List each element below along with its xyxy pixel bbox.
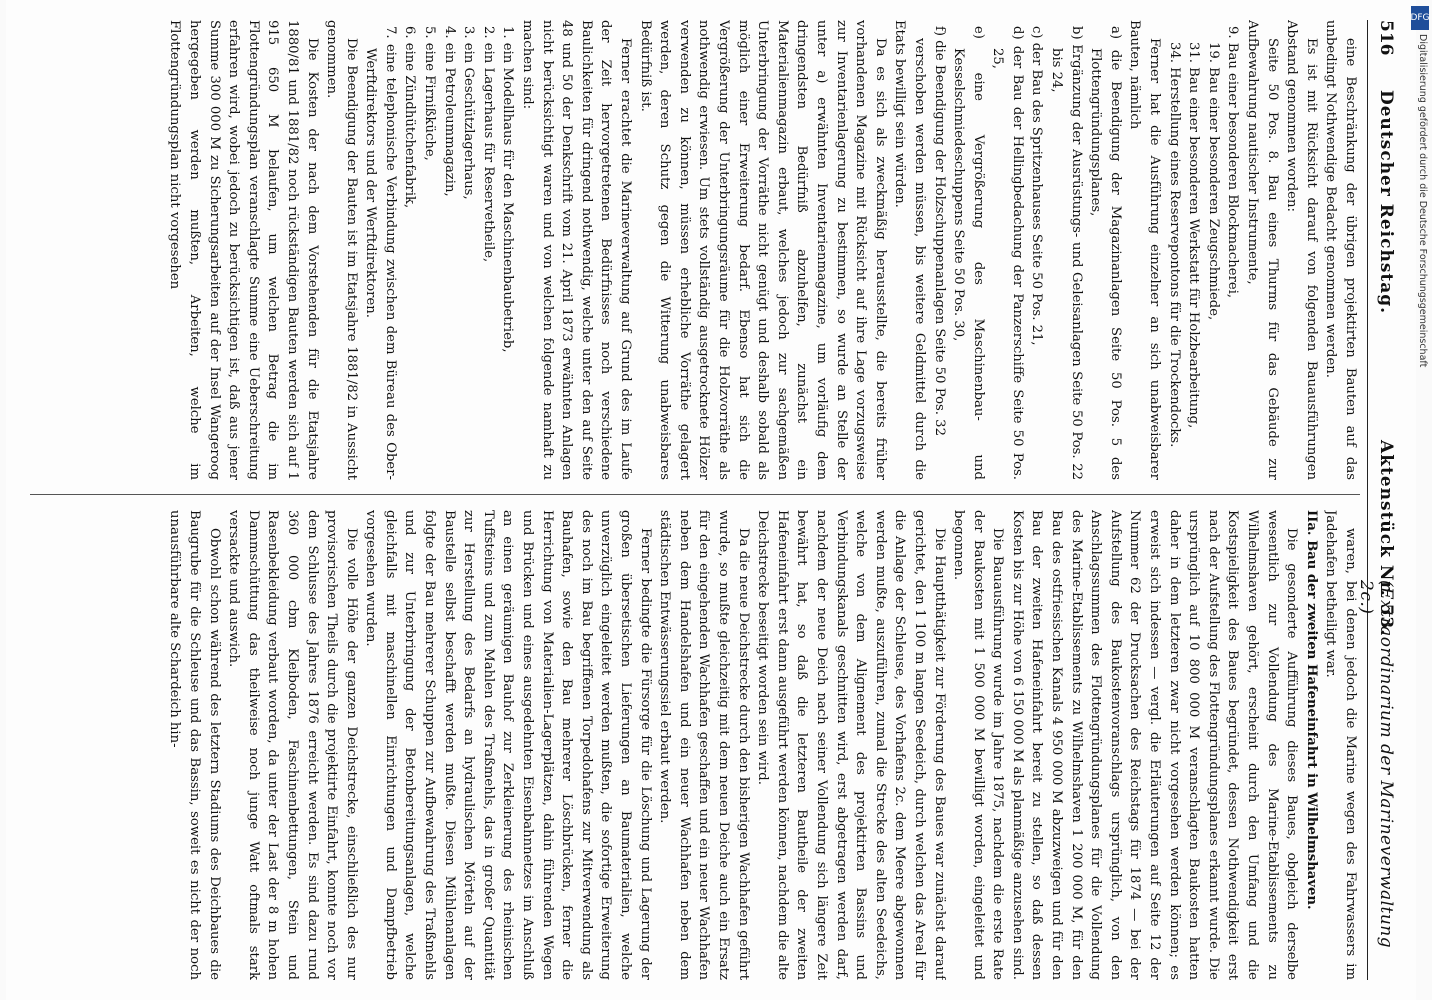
left-paragraph: Da es sich als zweckmäßig herausstellte, die bereits früher vorhandenen Magazine mit Rücksicht auf ihre Lage vorzugsweise zur Inventarienlagerung zu bestimmen, so wurde an Stelle der unter a) erwähnten Inventarienmagazine, um vorläufig dem dringendsten Bedürfniß abzuhelfen, zunächst ein Materialienmagazin erbaut, welches jedoch zur sachgemäßen Unterbringung der Vorräthe nicht genügt und deshalb sobald als möglich einer Erweiterung bedarf. Ebenso hat sich die Vergrößerung der Unterbringungsräume für die Holzvorräthe als nothwendig erwiesen. Um stets vollständig ausgetrocknete Hölzer verwenden zu können, müssen erhebliche Vorräthe gelagert werden, deren Schutz gegen die Witterung unabweisbares Bedürfniß ist.	[637, 20, 888, 480]
left-paragraph: Ferner erachtet die Marineverwaltung auf Grund des im Laufe der Zeit hervorgetretenen Bedürfnisses noch verschiedene Baulichkeiten für dringend nothwendig, welche unter den auf Seite 48 und 50 der Denkschrift vom 21. April 1873 erwähnten Anlagen nicht berücksichtigt waren und von welchen folgende namhaft zu machen sind:	[520, 20, 634, 480]
left-paragraph: 7. eine telephonische Verbindung zwischen dem Büreau des Ober-Werftdirektors und der Werftdirektoren.	[363, 26, 398, 480]
left-paragraph: 2. ein Lagerhaus für Reservetheile,	[480, 26, 496, 263]
page-number: 516	[1376, 20, 1396, 56]
right-paragraph: Die gesonderte Aufführung dieses Baues, obgleich derselbe wesentlich zur Vollendung des Marine-Etablissements zu Wilhelmshaven gehört, erscheint durch den Umfang und die Kostspieligkeit des Baues begründet, dessen Nothwendigkeit erst nach der Aufstellung des Flottengründungsplanes erkannt wurde. Die ursprünglich auf 10 800 000 M veranschlagten Baukosten hatten daher in dem letzteren zwar nicht vorgesehen werden können; es erweist sich indessen — vergl. die Erläuterungen auf Seite 12 der Nummer 62 der Drucksachen des Reichstags für 1874 — bei der Aufstellung des Baukostenvoranschlags ursprünglich, von den Anschlagssummen des Flottengründungsplanes für die Vollendung des Marine-Etablissements zu Wilhelmshaven 1 200 000 M, für den Bau des ostfriesischen Kanals 4 950 000 M abzuzweigen und für den Bau der zweiten Hafeneinfahrt bereit zu stellen, so daß dessen Kosten bis zur Höhe von 6 150 000 M als planmäßige anzusehen sind.	[1009, 510, 1300, 980]
left-paragraph: Die Kosten der nach dem Vorstehenden für die Etatsjahre 1880/81 und 1881/82 noch rückständigen Bauten werden sich auf 1 915 650 M belaufen, um welchen Betrag die im Flottengründungsplan veranschlagte Summe eine Ueberschreitung erfahren wird, wobei jedoch zu berücksichtigen ist, daß aus jener Summe 300 000 M zu Sicherungsarbeiten auf der Insel Wangeroog hergegeben werden mußten, Arbeiten, welche im Flottengründungsplan nicht vorgesehen	[167, 20, 320, 480]
left-paragraph: e) eine Vergrößerung des Maschinenbau- und Kesselschmiedeschuppens Seite 50 Pos. 30,	[951, 26, 986, 480]
dfg-credit-text: Digitalisierung gefördert durch die Deutsche Forschungsgemeinschaft	[1417, 34, 1428, 368]
dfg-stamp	[1410, 6, 1430, 726]
right-paragraph: IIa. Bau der zweiten Hafeneinfahrt in Wilhelmshaven.	[1303, 510, 1319, 910]
left-paragraph: 31. Bau einer besonderen Werkstatt für Holzbearbeitung,	[1186, 42, 1202, 429]
right-paragraph: Obwohl schon während des letztern Stadiums des Deichbaues die Baugrube für die Schleuse und das Bassin, soweit es nicht der noch unausführbare alte Schardeich hin-	[167, 510, 222, 980]
left-paragraph: Seite 50 Pos. 8. Bau eines Thurms für das Gebäude zur Aufbewahrung nautischer Instrumente,	[1245, 20, 1280, 480]
left-paragraph: f) die Beendigung der Holzschuppenanlagen Seite 50 Pos. 32	[931, 26, 947, 436]
right-paragraph: waren, bei denen jedoch die Marine wegen des Fahrwassers im Jadehafen betheiligt war.	[1323, 510, 1358, 980]
left-paragraph: 3. ein Geschützlagerhaus,	[461, 26, 477, 200]
left-paragraph: 4. ein Petroleummagazin,	[441, 26, 457, 197]
right-paragraph: Die Bauausführung wurde im Jahre 1875, nachdem die erste Rate der Baukosten mit 1 500 000 M bewilligt worden, eingeleitet und begonnen.	[951, 510, 1006, 980]
left-paragraph: Die Beendigung der Bauten ist im Etatsjahre 1881/82 in Aussicht genommen.	[324, 20, 359, 480]
left-paragraph: 6. eine Zündhütchenfabrik,	[402, 26, 418, 209]
left-paragraph: 1. ein Modellhaus für den Maschinenbaubetrieb,	[500, 26, 516, 353]
dfg-logo: DFG	[1411, 6, 1429, 30]
left-paragraph: 9. Bau einer besonderen Blockmacherei,	[1225, 26, 1241, 299]
right-column	[30, 510, 1360, 980]
left-paragraph: Es ist mit Rücksicht darauf von folgenden Bauausführungen Abstand genommen worden:	[1284, 20, 1319, 480]
right-paragraph: Ferner bedingte die Fürsorge für die Löschung und Lagerung der großen übersetischen Lieferungen an Baumaterialien, welche unverzüglich eingeleitet werden mußten, die sofortige Erweiterung des noch im Bau begriffenen Torpedohafens zur Mitverwendung als Bauhafen, sowie den Bau mehrerer Löschbrücken, ferner die Herrichtung von Materialien-Lagerplätzen, dahin führenden Wegen und Brücken und eines ausgedehnten Eisenbahnnetzes im Anschluß an einen geräumigen Bauhof zur Zerkleinerung des rheinischen Tuffsteins und zum Mahlen des Traßmehls, das in großer Quantität zur Herstellung des Bedarfs an hydraulischen Mörteln auf der Baustelle selbst beschafft werden mußte. Diesen Mühlenanlagen folgte der Bau mehrerer Schuppen zur Aufbewahrung des Traßmehls und zur Unterbringung der Betonbereitungsanlagen, welche gleichfalls mit maschinellen Einrichtungen und Dampfbetrieb vorgesehen wurden.	[363, 510, 653, 980]
left-paragraph: b) Ergänzung der Ausrüstungs- und Geleisanlagen Seite 50 Pos. 22 bis 24,	[1049, 26, 1084, 480]
left-paragraph: verschoben werden müssen, bis weitere Geldmittel durch die Etats bewilligt sein würden.	[892, 20, 927, 480]
left-paragraph: 19. Bau einer besonderen Zeugschmiede,	[1205, 42, 1221, 321]
left-paragraph: Ferner hat die Ausführung einzelner an sich unabweisbarer Bauten, nämlich	[1127, 20, 1163, 480]
left-paragraph: 34. Herstellung eines Reservepontons für die Trockendocks.	[1166, 42, 1182, 448]
page-header	[1356, 20, 1398, 980]
publication-title: Deutscher Reichstag.	[1376, 90, 1396, 315]
rotated-page	[6, 0, 1416, 1000]
document-number: Aktenstück Nr. 53.	[1376, 440, 1396, 637]
left-paragraph: eine Beschränkung der übrigen projektirten Bauten auf das unbedingt Nothwendige Bedacht genommen werden.	[1323, 20, 1358, 480]
column-divider	[30, 494, 1360, 495]
left-paragraph: a) die Beendigung der Magazinanlagen Seite 50 Pos. 5 des Flottengründungsplanes,	[1088, 26, 1123, 480]
left-column	[30, 20, 1360, 480]
left-paragraph: d) der Bau der Hellingbedachung der Panzerschiffe Seite 50 Pos. 25,	[990, 26, 1025, 480]
section-title: (Extraordinarium der Marineverwaltung 2c.)	[1356, 580, 1396, 949]
right-paragraph: Die volle Höhe der ganzen Deichstrecke, einschließlich des nur provisorischen Theils durch die projektirte Einfahrt, konnte noch vor dem Schlusse des Jahres 1876 erreicht werden. Es sind dazu rund 360 000 cbm Kleiboden, Faschinenbettungen, Stein und Rasenbekleidung verbaut worden, da unter der Last der 8 m hohen Dammschüttung das theilweise noch junge Watt oftmals stark versackte und auswich.	[226, 510, 359, 980]
left-paragraph: c) der Bau des Spritzenhauses Seite 50 Pos. 21,	[1029, 26, 1045, 346]
left-paragraph: 5. eine Firnißküche,	[422, 26, 438, 161]
right-paragraph: Da die neue Deichstrecke durch den bisherigen Wachhafen geführt wurde, so mußte gleichzeitig mit dem neuen Deiche auch ein Ersatz für den eingehenden Wachhafen geschaffen und ein neuer Wachhafen neben dem Handelshafen und ein neuer Wachhafen neben dem städtischen Entwässerungssiel erbaut werden.	[657, 510, 751, 980]
right-paragraph: Die Hauptthätigkeit zur Förderung des Baues war zunächst darauf gerichtet, den 1 100 m langen Seedeich, durch welchen das Areal für die Anlage der Schleuse, des Vorhafens 2c. dem Meere abgewonnen werden mußte, auszuführen, zumal die Strecke des alten Seedeichs, welche von dem Alignement des projektirten Bassins und Verbindungskanals geschnitten wird, erst abgetragen werden darf, nachdem der neue Deich nach seiner Vollendung sich längere Zeit bewährt hat, so daß die letzteren Bautheile der zweiten Hafeneinfahrt erst dann ausgeführt werden können, nachdem die alte Deichstrecke beseitigt worden sein wird.	[755, 510, 947, 980]
